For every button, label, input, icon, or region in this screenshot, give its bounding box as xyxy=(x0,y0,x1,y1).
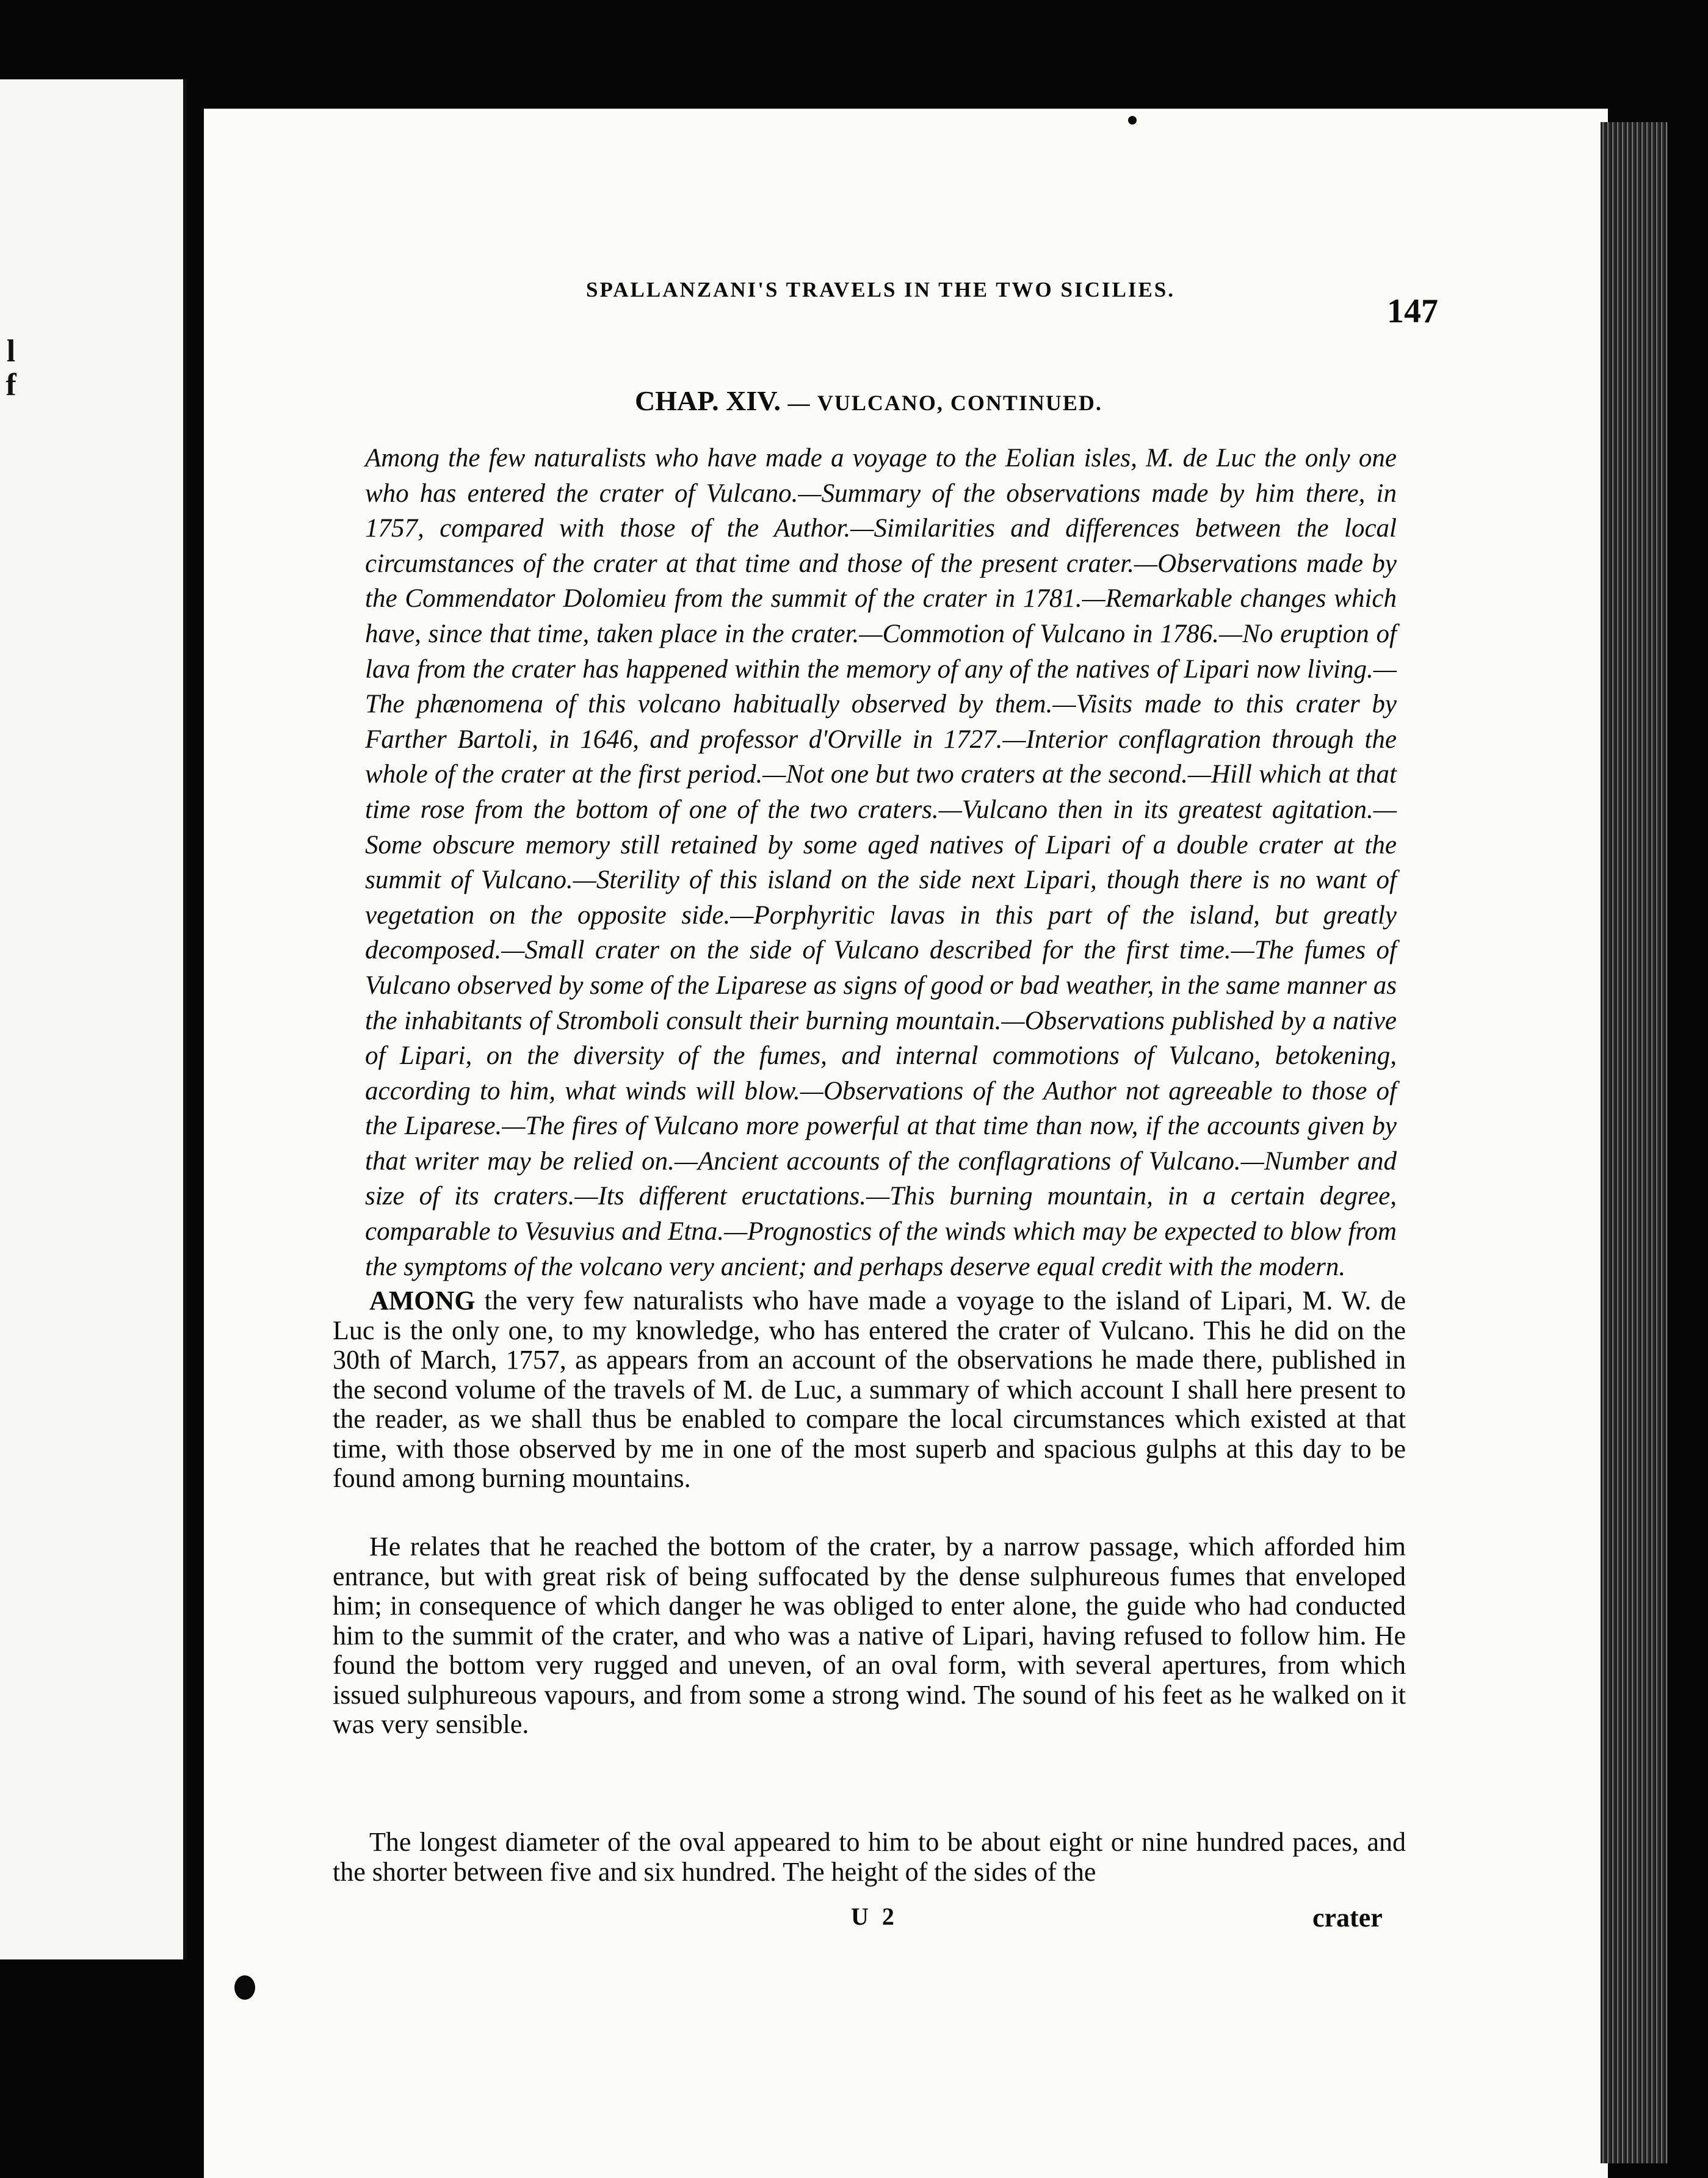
paragraph-3: The longest diameter of the oval appeared to him to be about eight or nine hundred paces, and the shorter between five and six hundred. The height of the sides of the xyxy=(333,1827,1406,1887)
catchword: crater xyxy=(1312,1903,1383,1933)
chapter-number: CHAP. XIV. xyxy=(635,385,781,416)
first-word: AMONG xyxy=(369,1286,476,1315)
page-number: 147 xyxy=(1387,292,1438,330)
signature-mark: U 2 xyxy=(851,1903,898,1930)
edge-glyph: f xyxy=(5,367,16,402)
ink-blot xyxy=(234,1975,255,2000)
edge-glyph: l xyxy=(6,334,16,369)
paragraph-2: He relates that he reached the bottom of the crater, by a narrow passage, which afforded him entrance, but with great risk of being suffocated by the dense sulphureous fumes that enveloped him; in consequence of which danger he was obliged to enter alone, the guide who had conducted him to the summit of the crater, and who was a native of Lipari, having refused to follow him. He found the bottom very rugged and uneven, of an oval form, with several apertures, from which issued sulphureous vapours, and from some a strong wind. The sound of his feet as he walked on it was very sensible. xyxy=(333,1532,1406,1739)
paragraph-1-text: the very few naturalists who have made a voyage to the island of Lipari, M. W. de Luc is the only one, to my knowledge, who has entered the crater of Vulcano. This he did on the 30th of March, 1757, as appears from an account of the observations he made there, published in the second volume of the travels of M. de Luc, a summary of which account I shall here present to the reader, as we shall thus be enabled to compare the local circumstances which existed at that time, with those observed by me in one of the most superb and spacious gulphs at this day to be found among burning mountains. xyxy=(333,1286,1406,1493)
facing-page-edge xyxy=(0,79,187,1959)
chapter-summary: Among the few naturalists who have made a voyage to the Eolian isles, M. de Luc the only one who has entered the crater of Vulcano.—Summary of the observations made by him there, in 1757, compared with those of the Author.—Similarities and differences between the local circumstances of the crater at that time and those of the present crater.—Observations made by the Commendator Dolomieu from the summit of the crater in 1781.—Remarkable changes which have, since that time, taken place in the crater.—Commotion of Vulcano in 1786.—No eruption of lava from the crater has happened within the memory of any of the natives of Lipari now living.—The phænomena of this volcano habitually observed by them.—Visits made to this crater by Farther Bartoli, in 1646, and professor d'Orville in 1727.—Interior conflagration through the whole of the crater at the first period.—Not one but two craters at the second.—Hill which at that time rose from the bottom of one of the two craters.—Vulcano then in its greatest agitation.—Some obscure memory still retained by some aged natives of Lipari of a double crater at the summit of Vulcano.—Sterility of this island on the side next Lipari, though there is no want of vegetation on the opposite side.—Porphyritic lavas in this part of the island, but greatly decomposed.—Small crater on the side of Vulcano described for the first time.—The fumes of Vulcano observed by some of the Liparese as signs of good or bad weather, in the same manner as the inhabitants of Stromboli consult their burning mountain.—Observations published by a native of Lipari, on the diversity of the fumes, and internal commotions of Vulcano, betokening, according to him, what winds will blow.—Observations of the Author not agreeable to those of the Liparese.—The fires of Vulcano more powerful at that time than now, if the accounts given by that writer may be relied on.—Ancient accounts of the conflagrations of Vulcano.—Number and size of its craters.—Its different eructations.—This burning mountain, in a certain degree, comparable to Vesuvius and Etna.—Prognostics of the winds which may be expected to blow from the symptoms of the volcano very ancient; and perhaps deserve equal credit with the modern. xyxy=(365,444,1397,1281)
paragraph-1 xyxy=(333,1286,1406,1494)
page-stack-edge xyxy=(1601,122,1668,2163)
chapter-subtitle: — VULCANO, CONTINUED. xyxy=(787,391,1102,415)
chapter-heading xyxy=(635,385,1184,417)
running-title: SPALLANZANI'S TRAVELS IN THE TWO SICILIES. xyxy=(586,278,1176,302)
ink-speck xyxy=(1128,116,1137,125)
